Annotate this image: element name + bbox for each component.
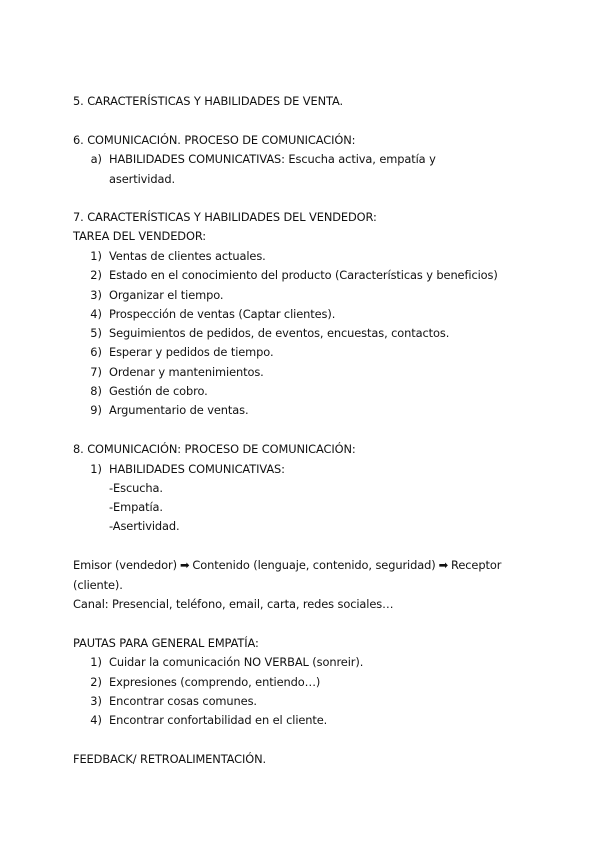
process-receptor: Receptor <box>451 558 502 572</box>
section-7-heading: 7. CARACTERÍSTICAS Y HABILIDADES DEL VENDEDOR: <box>73 210 377 224</box>
process-emisor: Emisor (vendedor) <box>73 558 177 572</box>
list-item: Ventas de clientes actuales. <box>109 249 266 263</box>
section-8-heading: 8. COMUNICACIÓN: PROCESO DE COMUNICACIÓN: <box>73 442 356 456</box>
list-item: HABILIDADES COMUNICATIVAS: <box>109 462 285 476</box>
process-receptor-continuation: (cliente). <box>73 578 123 592</box>
list-item: Prospección de ventas (Captar clientes). <box>109 307 336 321</box>
list-item: Seguimientos de pedidos, de eventos, encuestas, contactos. <box>109 326 450 340</box>
list-item: Gestión de cobro. <box>109 384 208 398</box>
process-canal: Canal: Presencial, teléfono, email, carta, redes sociales… <box>73 597 394 611</box>
right-arrow-icon: ➡ <box>438 558 449 572</box>
process-contenido: Contenido (lenguaje, contenido, seguridad) <box>192 558 436 572</box>
list-item: Organizar el tiempo. <box>109 288 224 302</box>
list-marker: 1) <box>90 655 102 669</box>
list-marker: 8) <box>90 384 102 398</box>
list-marker: 4) <box>90 713 102 727</box>
right-arrow-icon: ➡ <box>179 558 190 572</box>
list-marker: 1) <box>90 249 102 263</box>
pautas-heading: PAUTAS PARA GENERAL EMPATÍA: <box>73 636 259 650</box>
list-marker: 4) <box>90 307 102 321</box>
section-7-subheading: TAREA DEL VENDEDOR: <box>73 229 207 243</box>
list-item: Encontrar cosas comunes. <box>109 694 257 708</box>
list-marker: 9) <box>90 403 102 417</box>
list-marker: 2) <box>90 268 102 282</box>
list-marker: 3) <box>90 694 102 708</box>
section-6-heading: 6. COMUNICACIÓN. PROCESO DE COMUNICACIÓN: <box>73 133 356 147</box>
list-marker: a) <box>90 152 102 166</box>
feedback-heading: FEEDBACK/ RETROALIMENTACIÓN. <box>73 752 267 766</box>
list-item: Ordenar y mantenimientos. <box>109 365 264 379</box>
list-item-continuation: asertividad. <box>109 172 176 186</box>
list-item: Argumentario de ventas. <box>109 403 249 417</box>
sub-item: -Asertividad. <box>109 519 180 533</box>
list-marker: 6) <box>90 345 102 359</box>
section-5-heading: 5. CARACTERÍSTICAS Y HABILIDADES DE VENTA. <box>73 94 343 108</box>
list-item: Estado en el conocimiento del producto (Características y beneficios) <box>109 268 498 282</box>
list-item: Esperar y pedidos de tiempo. <box>109 345 274 359</box>
list-item: HABILIDADES COMUNICATIVAS: Escucha activa, empatía y <box>109 152 436 166</box>
list-marker: 2) <box>90 675 102 689</box>
process-line <box>73 557 501 573</box>
list-marker: 7) <box>90 365 102 379</box>
list-item: Encontrar confortabilidad en el cliente. <box>109 713 328 727</box>
list-item: Expresiones (comprendo, entiendo…) <box>109 675 321 689</box>
sub-item: -Empatía. <box>109 500 163 514</box>
list-marker: 1) <box>90 462 102 476</box>
list-marker: 3) <box>90 288 102 302</box>
sub-item: -Escucha. <box>109 481 163 495</box>
list-marker: 5) <box>90 326 102 340</box>
list-item: Cuidar la comunicación NO VERBAL (sonreir). <box>109 655 364 669</box>
